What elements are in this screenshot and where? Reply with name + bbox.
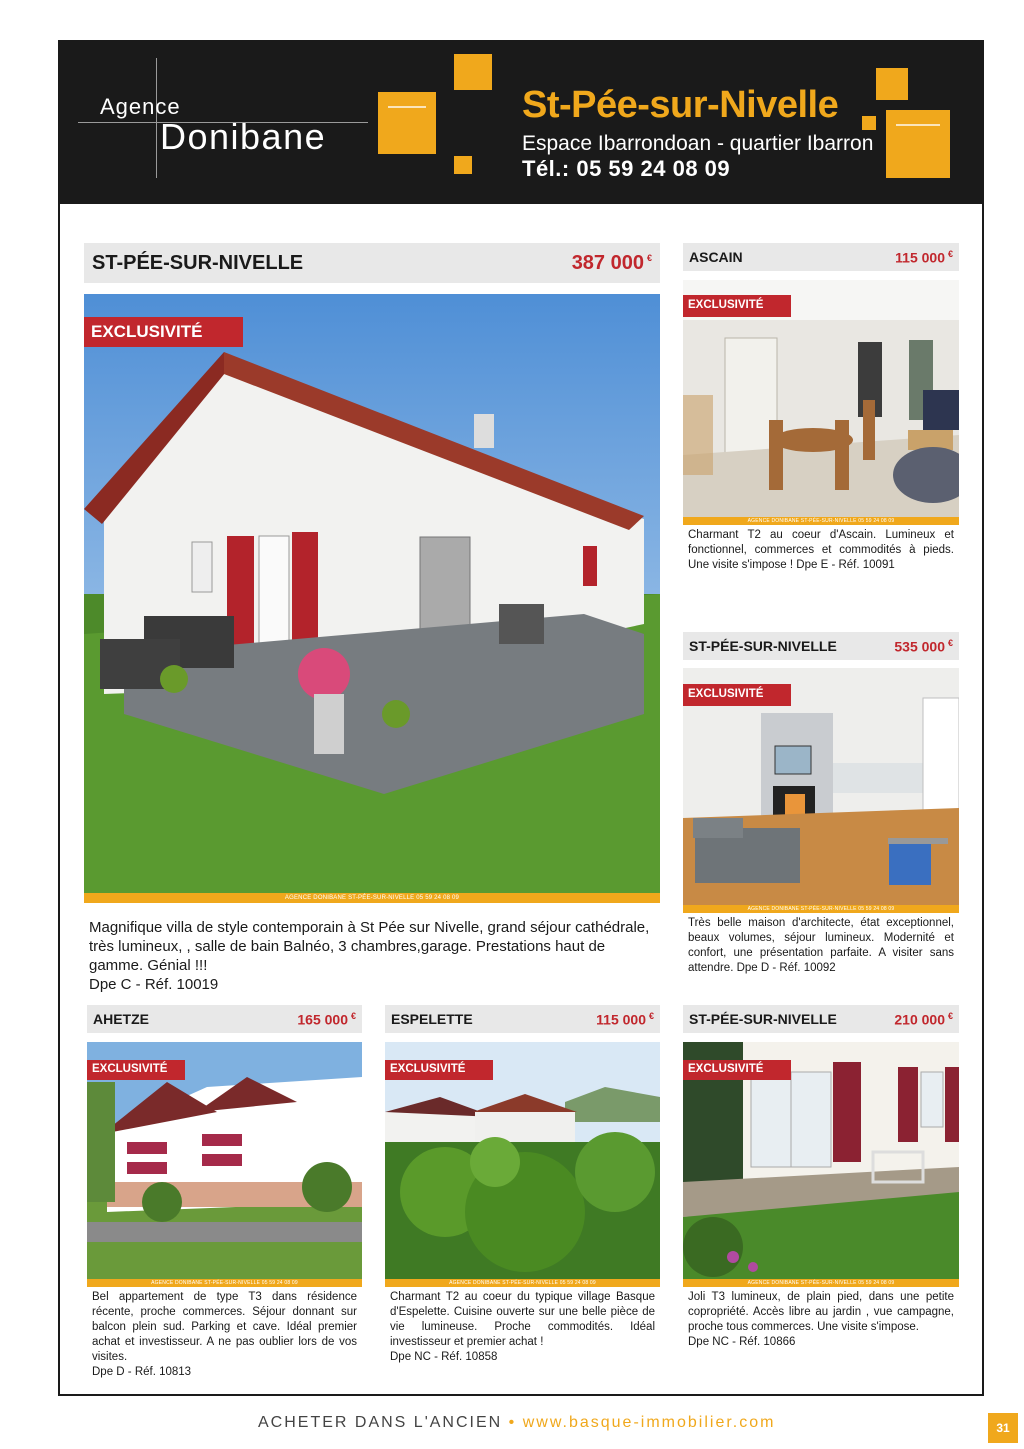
- listing-photo[interactable]: [87, 1042, 362, 1287]
- footer-website-link[interactable]: www.basque-immobilier.com: [522, 1414, 776, 1431]
- listing-photo[interactable]: [385, 1042, 660, 1287]
- listing-reference: Dpe C - Réf. 10019: [89, 976, 219, 993]
- agency-header: [60, 42, 982, 204]
- photo-credit: AGENCE DONIBANE ST-PÉE-SUR-NIVELLE 05 59 24 08 09: [385, 1279, 660, 1287]
- listing-price: 115 000 €: [895, 248, 953, 266]
- listing-city: AHETZE: [93, 1011, 149, 1027]
- listing-card-ahetze[interactable]: [87, 1005, 362, 1378]
- exclusivity-badge: EXCLUSIVITÉ: [84, 317, 243, 347]
- listing-description: Bel appartement de type T3 dans résidence récente, proche commerces. Séjour donnant sur balcon plein sud. Parking et cave. Idéal premier achat et investisseur. A ne pas oublier lors de vos visites. Dpe D - Réf. 10813: [92, 1291, 357, 1378]
- listing-description: Charmant T2 au coeur d'Ascain. Lumineux et fonctionnel, commerces et commodités à pieds. Une visite s'impose ! Dpe E - Réf. 10091: [688, 529, 954, 571]
- exclusivity-badge: EXCLUSIVITÉ: [385, 1060, 493, 1080]
- footer-separator: •: [508, 1414, 517, 1431]
- agency-name: Donibane: [160, 116, 327, 157]
- listing-title-bar: [683, 243, 959, 271]
- listing-price: 535 000 €: [894, 637, 953, 655]
- listing-title-bar: [87, 1005, 362, 1033]
- listing-photo[interactable]: [84, 294, 660, 903]
- listing-card-espelette[interactable]: [385, 1005, 660, 1375]
- photo-credit: AGENCE DONIBANE ST-PÉE-SUR-NIVELLE 05 59 24 08 09: [683, 905, 959, 913]
- office-address: Espace Ibarrondoan - quartier Ibarron: [522, 132, 874, 155]
- page-footer: [258, 1414, 775, 1432]
- page-number: 31: [988, 1413, 1018, 1443]
- listing-card-plain-pied[interactable]: [683, 1005, 959, 1375]
- listing-card-featured[interactable]: [84, 243, 660, 993]
- listing-title-bar: [683, 632, 959, 660]
- listing-title-bar: [385, 1005, 660, 1033]
- logo-square-top: [454, 54, 492, 90]
- listing-city: ESPELETTE: [391, 1011, 473, 1027]
- office-town: St-Pée-sur-Nivelle: [522, 84, 839, 126]
- deco-square-small: [862, 116, 876, 130]
- listing-photo[interactable]: [683, 280, 959, 525]
- deco-square-top: [876, 68, 908, 100]
- exclusivity-badge: EXCLUSIVITÉ: [683, 684, 791, 706]
- listing-photo[interactable]: [683, 1042, 959, 1287]
- listing-price: 387 000 €: [571, 251, 652, 274]
- exclusivity-badge: EXCLUSIVITÉ: [683, 295, 791, 317]
- listing-reference: Dpe NC - Réf. 10866: [688, 1336, 796, 1348]
- listing-description: Très belle maison d'architecte, état exceptionnel, beaux volumes, séjour lumineux. Modernité et confort, une présentation parfaite. A visiter sans attendre. Dpe D - Réf. 10092: [688, 917, 954, 974]
- footer-section-title: ACHETER DANS L'ANCIEN: [258, 1414, 503, 1431]
- listing-description: Charmant T2 au coeur du typique village Basque d'Espelette. Cuisine ouverte sur une belle pièce de vie lumineuse. Proche commodités. Idéal investisseur et premier achat ! Dpe NC - Réf. 10858: [390, 1291, 655, 1363]
- listing-photo[interactable]: [683, 668, 959, 913]
- listing-title-bar: [683, 1005, 959, 1033]
- villa-photo: [84, 294, 660, 903]
- listing-city: ASCAIN: [689, 249, 743, 265]
- logo-square-small: [454, 156, 472, 174]
- listing-reference: Dpe NC - Réf. 10858: [390, 1351, 498, 1363]
- photo-credit: AGENCE DONIBANE ST-PÉE-SUR-NIVELLE 05 59 24 08 09: [683, 517, 959, 525]
- listing-city: ST-PÉE-SUR-NIVELLE: [92, 251, 304, 274]
- listing-title-bar: [84, 243, 660, 283]
- listing-reference: Dpe D - Réf. 10813: [92, 1366, 192, 1378]
- listing-description: Joli T3 lumineux, de plain pied, dans une petite copropriété. Accès libre au jardin , vue campagne, proche tous commerces. Une visite s'impose. Dpe NC - Réf. 10866: [688, 1291, 954, 1348]
- listing-card-architect-house[interactable]: [683, 632, 959, 977]
- listing-description: Magnifique villa de style contemporain à St Pée sur Nivelle, grand séjour cathédrale, très lumineux, , salle de bain Balnéo, 3 chambres,garage. Prestations haut de gamme. Génial !!! Dpe C - Réf. 10019: [89, 918, 655, 994]
- exclusivity-badge: EXCLUSIVITÉ: [683, 1060, 791, 1080]
- logo-square-large: [378, 92, 436, 154]
- deco-square-large: [886, 110, 950, 178]
- listing-card-ascain[interactable]: [683, 243, 959, 583]
- exclusivity-badge: EXCLUSIVITÉ: [87, 1060, 185, 1080]
- photo-credit: AGENCE DONIBANE ST-PÉE-SUR-NIVELLE 05 59 24 08 09: [87, 1279, 362, 1287]
- photo-credit: AGENCE DONIBANE ST-PÉE-SUR-NIVELLE 05 59 24 08 09: [84, 893, 660, 903]
- agency-label: Agence: [100, 94, 181, 119]
- listing-city: ST-PÉE-SUR-NIVELLE: [689, 1011, 837, 1027]
- listing-price: 165 000 €: [297, 1010, 356, 1028]
- office-phone: Tél.: 05 59 24 08 09: [522, 156, 731, 181]
- listing-city: ST-PÉE-SUR-NIVELLE: [689, 638, 837, 654]
- listing-price: 115 000 €: [596, 1010, 654, 1028]
- listing-price: 210 000 €: [894, 1010, 953, 1028]
- photo-credit: AGENCE DONIBANE ST-PÉE-SUR-NIVELLE 05 59 24 08 09: [683, 1279, 959, 1287]
